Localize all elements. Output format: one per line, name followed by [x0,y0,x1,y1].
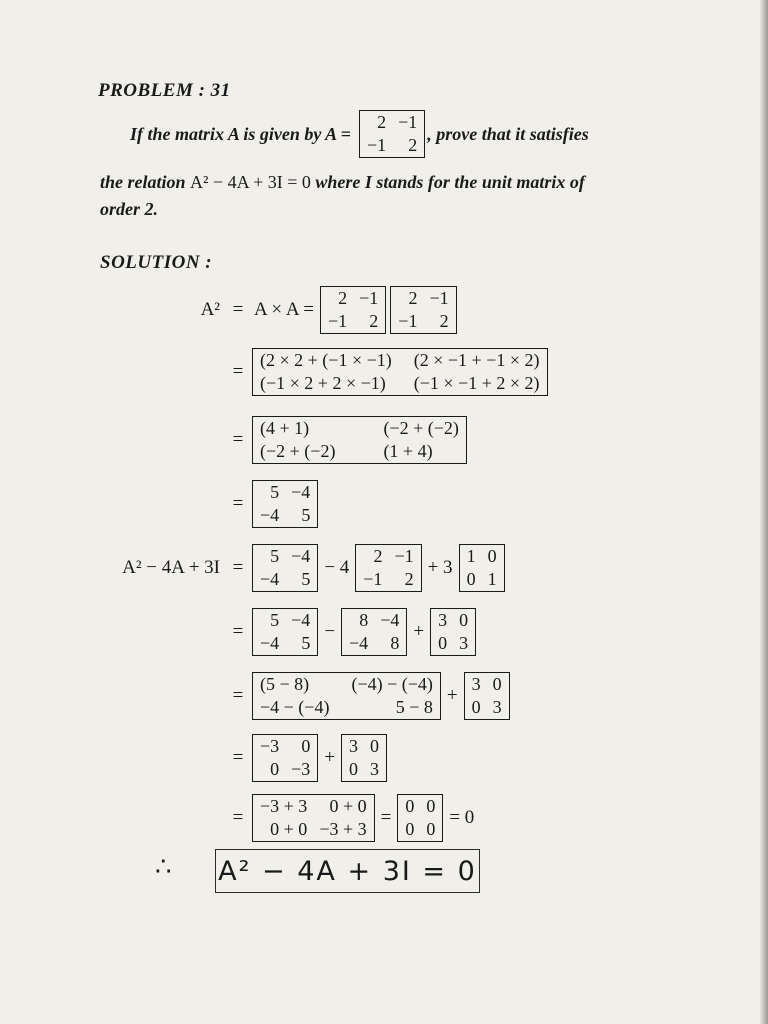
step-a-squared-result: = 5 −4 −4 5 [0,480,760,528]
step-simplified: = −3 0 0 −3 + 3 0 0 3 [0,734,760,782]
step-a-squared: A² = A × A = 2 −1 −1 2 2 −1 −1 2 [0,286,760,334]
matrix-4a: 8 −4 −4 8 [341,608,407,656]
therefore-symbol: ∴ [155,852,172,881]
step-zero-result: = −3 + 3 0 + 0 0 + 0 −3 + 3 = 0 0 0 0 = 0 [0,794,760,842]
matrix-a-squared-sub: 5 −4 −4 5 [252,544,318,592]
step-partial-sums: = (4 + 1) (−2 + (−2) (−2 + (−2) (1 + 4) [0,416,760,464]
conclusion-box: A² − 4A + 3I = 0 [215,849,480,893]
matrix-a-squared-2: 5 −4 −4 5 [252,608,318,656]
step-scaled-matrices: = 5 −4 −4 5 − 8 −4 −4 8 + 3 0 0 3 [0,608,760,656]
matrix-a-squared: 5 −4 −4 5 [252,480,318,528]
problem-line-1 [130,110,589,158]
relation-expression: A² − 4A + 3I = 0 [190,172,311,192]
matrix-difference: (5 − 8) (−4) − (−4) −4 − (−4) 5 − 8 [252,672,441,720]
book-spine-shadow [760,0,768,1024]
problem-line-1-end: , prove that it satisfies [427,123,589,144]
final-rhs: = 0 [449,807,475,828]
problem-line-3: order 2. [100,199,158,219]
solution-heading: SOLUTION : [100,252,213,273]
matrix-a-right: 2 −1 −1 2 [390,286,456,334]
step-expression-substituted: A² − 4A + 3I = 5 −4 −4 5 − 4 2 −1 −1 2 + 3 1 0 0 1 [0,544,760,592]
matrix-identity: 1 0 0 1 [459,544,505,592]
matrix-a-sub: 2 −1 −1 2 [355,544,421,592]
matrix-a-left: 2 −1 −1 2 [320,286,386,334]
matrix-expanded: (2 × 2 + (−1 × −1) (2 × −1 + −1 × 2) (−1 × 2 + 2 × −1) (−1 × −1 + 2 × 2) [252,348,548,396]
step-expanded-product: = (2 × 2 + (−1 × −1) (2 × −1 + −1 × 2) (−1 × 2 + 2 × −1) (−1 × −1 + 2 × 2) [0,348,760,396]
lhs-expression: A² − 4A + 3I [122,557,220,578]
matrix-sum: −3 + 3 0 + 0 0 + 0 −3 + 3 [252,794,375,842]
matrix-neg3: −3 0 0 −3 [252,734,318,782]
step-difference: = (5 − 8) (−4) − (−4) −4 − (−4) 5 − 8 + 3 0 0 3 [0,672,760,720]
matrix-3i: 3 0 0 3 [430,608,476,656]
matrix-zero: 0 0 0 0 [397,794,443,842]
matrix-3i-2: 3 0 0 3 [464,672,510,720]
lhs-a-squared: A² [200,299,220,320]
problem-heading: PROBLEM : 31 [98,80,231,101]
problem-line-2: the relation A² − 4A + 3I = 0 where I stands for the unit matrix of [100,172,585,192]
matrix-partial-sums: (4 + 1) (−2 + (−2) (−2 + (−2) (1 + 4) [252,416,467,464]
problem-line-1-text: If the matrix A is given by A = [130,123,351,144]
matrix-3i-3: 3 0 0 3 [341,734,387,782]
matrix-a-given: 2 −1 −1 2 [359,110,425,158]
